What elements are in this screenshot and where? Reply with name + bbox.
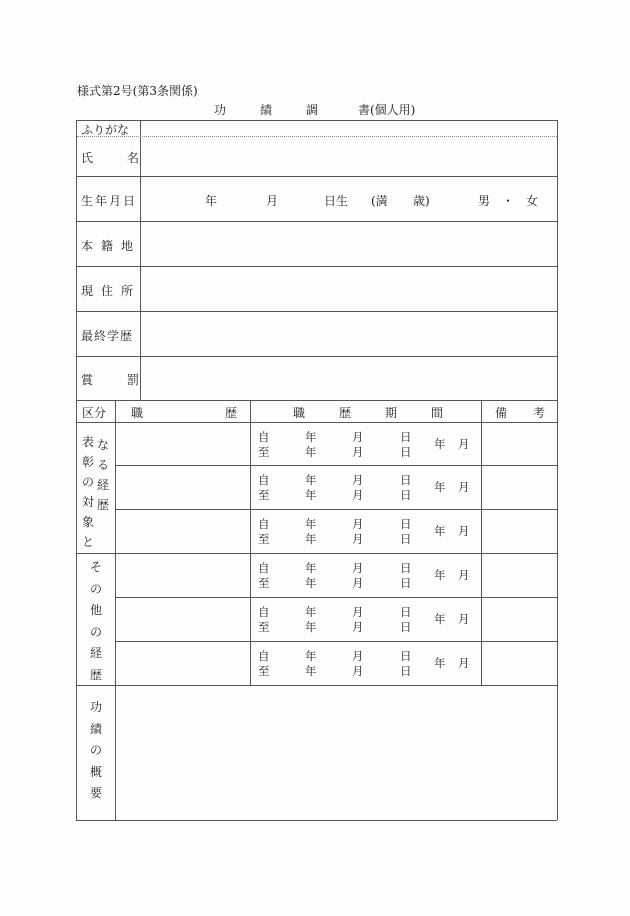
day-label: 日 <box>400 473 412 487</box>
day-label: 日生 <box>324 194 349 208</box>
duration-month-label: 月 <box>458 524 470 538</box>
address-input[interactable] <box>141 267 556 311</box>
from-label: 自 <box>258 517 270 531</box>
job-input[interactable] <box>116 423 249 466</box>
month-label: 月 <box>352 561 364 575</box>
job-input[interactable] <box>116 642 249 685</box>
year-label: 年 <box>305 664 317 678</box>
month-label: 月 <box>352 532 364 546</box>
document-title <box>214 101 415 118</box>
notes-input[interactable] <box>482 423 556 466</box>
month-label: 月 <box>266 194 279 208</box>
notes-input[interactable] <box>482 510 556 553</box>
section-other-career-label: そ の 他 の 経 歴 <box>89 560 102 682</box>
job-input[interactable] <box>116 598 249 641</box>
day-label: 日 <box>400 664 412 678</box>
to-label: 至 <box>258 576 270 590</box>
job-header: 職 歴 <box>131 406 238 420</box>
to-label: 至 <box>258 664 270 678</box>
birthdate-input[interactable] <box>141 177 556 221</box>
duration-month-label: 月 <box>458 437 470 451</box>
education-label: 最終学歴 <box>81 329 134 343</box>
notes-input[interactable] <box>482 554 556 597</box>
notes-input[interactable] <box>482 598 556 641</box>
day-label: 日 <box>400 576 412 590</box>
month-label: 月 <box>352 620 364 634</box>
year-label: 年 <box>305 561 317 575</box>
day-label: 日 <box>400 430 412 444</box>
to-label: 至 <box>258 488 270 502</box>
duration-month-label: 月 <box>458 612 470 626</box>
from-label: 自 <box>258 561 270 575</box>
age-open: (満 <box>371 194 388 208</box>
month-label: 月 <box>352 473 364 487</box>
to-label: 至 <box>258 532 270 546</box>
year-label: 年 <box>305 576 317 590</box>
gender-female[interactable]: 女 <box>526 194 539 208</box>
year-label: 年 <box>305 605 317 619</box>
job-input[interactable] <box>116 466 249 509</box>
age-close: 歳) <box>413 194 430 208</box>
job-input[interactable] <box>116 554 249 597</box>
duration-year-label: 年 <box>434 437 446 451</box>
honseki-label: 本 籍 地 <box>81 239 134 253</box>
title-char: 調 <box>306 103 319 117</box>
furigana-input[interactable] <box>141 121 556 136</box>
month-label: 月 <box>352 664 364 678</box>
summary-label: 功 績 の 概 要 <box>89 700 102 800</box>
form-number: 様式第2号(第3条関係) <box>77 84 198 98</box>
year-label: 年 <box>205 194 218 208</box>
from-label: 自 <box>258 605 270 619</box>
furigana-label: ふりがな <box>81 123 130 137</box>
period-cell[interactable] <box>251 554 480 597</box>
duration-year-label: 年 <box>434 568 446 582</box>
from-label: 自 <box>258 649 270 663</box>
birthdate-label: 生年月日 <box>81 194 138 208</box>
period-cell[interactable] <box>251 642 480 685</box>
day-label: 日 <box>400 532 412 546</box>
month-label: 月 <box>352 430 364 444</box>
gender-separator: ・ <box>502 194 515 208</box>
day-label: 日 <box>400 649 412 663</box>
day-label: 日 <box>400 605 412 619</box>
period-cell[interactable] <box>251 423 480 466</box>
day-label: 日 <box>400 517 412 531</box>
title-char: 書(個人用) <box>358 103 416 117</box>
job-input[interactable] <box>116 510 249 553</box>
reward-penalty-input[interactable] <box>141 357 556 400</box>
duration-month-label: 月 <box>458 480 470 494</box>
day-label: 日 <box>400 488 412 502</box>
title-char: 功 <box>214 103 227 117</box>
period-cell[interactable] <box>251 598 480 641</box>
month-label: 月 <box>352 649 364 663</box>
year-label: 年 <box>305 488 317 502</box>
duration-month-label: 月 <box>458 656 470 670</box>
to-label: 至 <box>258 445 270 459</box>
reward-penalty-label: 賞 罰 <box>81 373 140 387</box>
period-header: 職 歴 期 間 <box>293 406 444 420</box>
day-label: 日 <box>400 620 412 634</box>
year-label: 年 <box>305 517 317 531</box>
year-label: 年 <box>305 445 317 459</box>
to-label: 至 <box>258 620 270 634</box>
year-label: 年 <box>305 620 317 634</box>
year-label: 年 <box>305 532 317 546</box>
education-input[interactable] <box>141 312 556 356</box>
honseki-input[interactable] <box>141 222 556 266</box>
year-label: 年 <box>305 649 317 663</box>
duration-year-label: 年 <box>434 656 446 670</box>
year-label: 年 <box>305 473 317 487</box>
month-label: 月 <box>352 576 364 590</box>
from-label: 自 <box>258 430 270 444</box>
duration-month-label: 月 <box>458 568 470 582</box>
duration-year-label: 年 <box>434 480 446 494</box>
address-label: 現 住 所 <box>81 284 134 298</box>
summary-input[interactable] <box>116 686 556 819</box>
title-char: 績 <box>260 103 273 117</box>
year-label: 年 <box>305 430 317 444</box>
from-label: 自 <box>258 473 270 487</box>
notes-input[interactable] <box>482 642 556 685</box>
duration-year-label: 年 <box>434 612 446 626</box>
day-label: 日 <box>400 561 412 575</box>
notes-input[interactable] <box>482 466 556 509</box>
month-label: 月 <box>352 445 364 459</box>
day-label: 日 <box>400 445 412 459</box>
notes-header: 備 考 <box>495 406 546 420</box>
month-label: 月 <box>352 605 364 619</box>
category-header: 区分 <box>82 406 107 420</box>
month-label: 月 <box>352 517 364 531</box>
period-cell[interactable] <box>251 510 480 553</box>
month-label: 月 <box>352 488 364 502</box>
name-input[interactable] <box>141 137 556 176</box>
duration-year-label: 年 <box>434 524 446 538</box>
name-label: 氏 名 <box>81 151 140 165</box>
period-cell[interactable] <box>251 466 480 509</box>
gender-male[interactable]: 男 <box>478 194 491 208</box>
